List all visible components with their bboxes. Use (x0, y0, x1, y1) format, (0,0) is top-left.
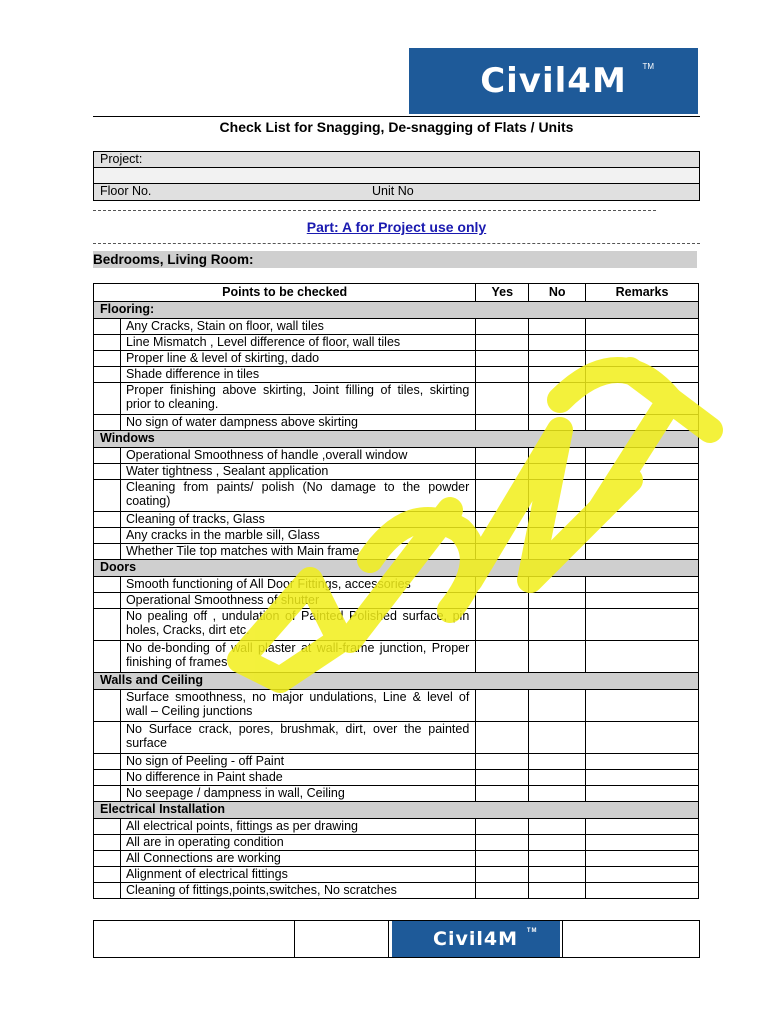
row-marker-cell[interactable] (94, 528, 121, 544)
checkpoint-text: Shade difference in tiles (120, 367, 475, 383)
floor-label: Floor No. (100, 184, 152, 198)
checklist-table (93, 283, 699, 899)
table-row (94, 528, 699, 544)
table-row (94, 883, 699, 899)
no-cell[interactable] (529, 512, 586, 528)
group-row (94, 802, 699, 819)
yes-cell[interactable] (476, 786, 529, 802)
checkpoint-text: Alignment of electrical fittings (120, 867, 475, 883)
row-marker-cell[interactable] (94, 544, 121, 560)
table-row (94, 512, 699, 528)
brand-logo (409, 48, 698, 114)
remarks-cell[interactable] (586, 319, 699, 335)
no-cell[interactable] (529, 835, 586, 851)
row-marker-cell[interactable] (94, 786, 121, 802)
remarks-cell[interactable] (586, 867, 699, 883)
row-marker-cell[interactable] (94, 593, 121, 609)
no-cell[interactable] (529, 722, 586, 754)
remarks-cell[interactable] (586, 464, 699, 480)
footer-bar (93, 920, 700, 958)
remarks-cell[interactable] (586, 383, 699, 415)
yes-cell[interactable] (476, 593, 529, 609)
yes-cell[interactable] (476, 754, 529, 770)
no-cell[interactable] (529, 415, 586, 431)
no-cell[interactable] (529, 754, 586, 770)
table-row (94, 593, 699, 609)
table-row (94, 319, 699, 335)
remarks-cell[interactable] (586, 577, 699, 593)
yes-cell[interactable] (476, 867, 529, 883)
footer-cell-4 (563, 921, 699, 957)
remarks-cell[interactable] (586, 609, 699, 641)
row-marker-cell[interactable] (94, 641, 121, 673)
row-marker-cell[interactable] (94, 367, 121, 383)
footer-brand-logo-tm: TM (526, 928, 538, 934)
unit-label: Unit No (372, 184, 414, 198)
header-points: Points to be checked (94, 284, 476, 302)
table-row (94, 835, 699, 851)
row-marker-cell[interactable] (94, 722, 121, 754)
table-row (94, 722, 699, 754)
checkpoint-text: Any Cracks, Stain on floor, wall tiles (120, 319, 475, 335)
table-row (94, 770, 699, 786)
checkpoint-text: Cleaning of fittings,points,switches, No scratches (120, 883, 475, 899)
yes-cell[interactable] (476, 351, 529, 367)
remarks-cell[interactable] (586, 367, 699, 383)
yes-cell[interactable] (476, 335, 529, 351)
checkpoint-text: All electrical points, fittings as per drawing (120, 819, 475, 835)
group-heading: Windows (94, 431, 699, 448)
table-header-row (94, 284, 699, 302)
remarks-cell[interactable] (586, 641, 699, 673)
no-cell[interactable] (529, 786, 586, 802)
row-marker-cell[interactable] (94, 819, 121, 835)
table-row (94, 544, 699, 560)
table-row (94, 577, 699, 593)
table-row (94, 819, 699, 835)
no-cell[interactable] (529, 593, 586, 609)
remarks-cell[interactable] (586, 770, 699, 786)
yes-cell[interactable] (476, 883, 529, 899)
brand-logo-text: Civil4M (480, 61, 627, 101)
remarks-cell[interactable] (586, 512, 699, 528)
yes-cell[interactable] (476, 577, 529, 593)
no-cell[interactable] (529, 883, 586, 899)
checkpoint-text: Smooth functioning of All Door Fittings, accessories (120, 577, 475, 593)
project-label: Project: (100, 152, 143, 166)
yes-cell[interactable] (476, 544, 529, 560)
yes-cell[interactable] (476, 367, 529, 383)
group-heading: Doors (94, 560, 699, 577)
checkpoint-text: No sign of water dampness above skirting (120, 415, 475, 431)
row-marker-cell[interactable] (94, 512, 121, 528)
yes-cell[interactable] (476, 319, 529, 335)
yes-cell[interactable] (476, 480, 529, 512)
row-marker-cell[interactable] (94, 335, 121, 351)
table-row (94, 754, 699, 770)
remarks-cell[interactable] (586, 835, 699, 851)
remarks-cell[interactable] (586, 448, 699, 464)
floor-unit-row[interactable] (94, 184, 699, 200)
header-no: No (529, 284, 586, 302)
dashed-separator-2 (93, 243, 700, 245)
table-row (94, 383, 699, 415)
checkpoint-text: Cleaning from paints/ polish (No damage to the powder coating) (120, 480, 475, 512)
row-marker-cell[interactable] (94, 415, 121, 431)
footer-brand-logo-text: Civil4M (433, 928, 518, 950)
checkpoint-text: Surface smoothness, no major undulations, Line & level of wall – Ceiling junctions (120, 690, 475, 722)
no-cell[interactable] (529, 383, 586, 415)
table-row (94, 609, 699, 641)
remarks-cell[interactable] (586, 480, 699, 512)
remarks-cell[interactable] (586, 528, 699, 544)
checkpoint-text: All Connections are working (120, 851, 475, 867)
remarks-cell[interactable] (586, 593, 699, 609)
table-row (94, 335, 699, 351)
row-marker-cell[interactable] (94, 754, 121, 770)
row-marker-cell[interactable] (94, 883, 121, 899)
table-row (94, 690, 699, 722)
yes-cell[interactable] (476, 770, 529, 786)
header-remarks: Remarks (586, 284, 699, 302)
group-heading: Walls and Ceiling (94, 673, 699, 690)
no-cell[interactable] (529, 851, 586, 867)
row-marker-cell[interactable] (94, 867, 121, 883)
remarks-cell[interactable] (586, 544, 699, 560)
yes-cell[interactable] (476, 722, 529, 754)
group-row (94, 673, 699, 690)
checkpoint-text: No pealing off , undulation of Painted Polished surface, pin holes, Cracks, dirt etc. (120, 609, 475, 641)
no-cell[interactable] (529, 641, 586, 673)
no-cell[interactable] (529, 770, 586, 786)
footer-cell-2 (295, 921, 389, 957)
checkpoint-text: All are in operating condition (120, 835, 475, 851)
row-marker-cell[interactable] (94, 851, 121, 867)
checkpoint-text: No de-bonding of wall plaster at wall-frame junction, Proper finishing of frames (120, 641, 475, 673)
checkpoint-text: No difference in Paint shade (120, 770, 475, 786)
group-heading: Flooring: (94, 302, 699, 319)
row-marker-cell[interactable] (94, 464, 121, 480)
no-cell[interactable] (529, 464, 586, 480)
row-marker-cell[interactable] (94, 351, 121, 367)
yes-cell[interactable] (476, 835, 529, 851)
title-rule (93, 116, 700, 117)
table-row (94, 464, 699, 480)
table-row (94, 851, 699, 867)
yes-cell[interactable] (476, 512, 529, 528)
table-row (94, 786, 699, 802)
table-row (94, 641, 699, 673)
checkpoint-text: Operational Smoothness of handle ,overall window (120, 448, 475, 464)
no-cell[interactable] (529, 819, 586, 835)
section-heading: Bedrooms, Living Room: (93, 251, 697, 268)
yes-cell[interactable] (476, 383, 529, 415)
part-a-heading[interactable]: Part: A for Project use only (306, 219, 487, 235)
checkpoint-text: Water tightness , Sealant application (120, 464, 475, 480)
no-cell[interactable] (529, 448, 586, 464)
dashed-separator-1 (93, 210, 656, 212)
table-row (94, 867, 699, 883)
table-row (94, 448, 699, 464)
header-yes: Yes (476, 284, 529, 302)
group-row (94, 560, 699, 577)
yes-cell[interactable] (476, 415, 529, 431)
no-cell[interactable] (529, 528, 586, 544)
table-row (94, 351, 699, 367)
remarks-cell[interactable] (586, 754, 699, 770)
row-marker-cell[interactable] (94, 770, 121, 786)
yes-cell[interactable] (476, 819, 529, 835)
checkpoint-text: Cleaning of tracks, Glass (120, 512, 475, 528)
remarks-cell[interactable] (586, 851, 699, 867)
checkpoint-text: Proper finishing above skirting, Joint filling of tiles, skirting prior to cleaning. (120, 383, 475, 415)
yes-cell[interactable] (476, 609, 529, 641)
yes-cell[interactable] (476, 690, 529, 722)
project-blank-row[interactable] (94, 168, 699, 184)
row-marker-cell[interactable] (94, 609, 121, 641)
row-marker-cell[interactable] (94, 319, 121, 335)
table-row (94, 367, 699, 383)
no-cell[interactable] (529, 367, 586, 383)
yes-cell[interactable] (476, 641, 529, 673)
project-row[interactable] (94, 152, 699, 168)
checkpoint-text: No seepage / dampness in wall, Ceiling (120, 786, 475, 802)
checkpoint-text: No sign of Peeling - off Paint (120, 754, 475, 770)
yes-cell[interactable] (476, 464, 529, 480)
footer-logo-cell (389, 921, 563, 957)
checkpoint-text: Operational Smoothness of shutter (120, 593, 475, 609)
checkpoint-text: Any cracks in the marble sill, Glass (120, 528, 475, 544)
group-heading: Electrical Installation (94, 802, 699, 819)
no-cell[interactable] (529, 690, 586, 722)
remarks-cell[interactable] (586, 351, 699, 367)
checkpoint-text: Proper line & level of skirting, dado (120, 351, 475, 367)
no-cell[interactable] (529, 480, 586, 512)
remarks-cell[interactable] (586, 415, 699, 431)
row-marker-cell[interactable] (94, 835, 121, 851)
no-cell[interactable] (529, 544, 586, 560)
no-cell[interactable] (529, 577, 586, 593)
no-cell[interactable] (529, 319, 586, 335)
project-info-box (93, 151, 700, 201)
remarks-cell[interactable] (586, 722, 699, 754)
page-title: Check List for Snagging, De-snagging of Flats / Units (219, 119, 574, 135)
no-cell[interactable] (529, 335, 586, 351)
group-row (94, 302, 699, 319)
footer-brand-logo (392, 921, 560, 957)
row-marker-cell[interactable] (94, 383, 121, 415)
row-marker-cell[interactable] (94, 577, 121, 593)
yes-cell[interactable] (476, 448, 529, 464)
group-row (94, 431, 699, 448)
yes-cell[interactable] (476, 851, 529, 867)
yes-cell[interactable] (476, 528, 529, 544)
footer-cell-1 (94, 921, 295, 957)
row-marker-cell[interactable] (94, 480, 121, 512)
row-marker-cell[interactable] (94, 448, 121, 464)
checkpoint-text: Line Mismatch , Level difference of floor, wall tiles (120, 335, 475, 351)
checkpoint-text: No Surface crack, pores, brushmak, dirt, over the painted surface (120, 722, 475, 754)
no-cell[interactable] (529, 351, 586, 367)
brand-logo-tm: TM (642, 62, 654, 71)
table-row (94, 415, 699, 431)
no-cell[interactable] (529, 867, 586, 883)
no-cell[interactable] (529, 609, 586, 641)
remarks-cell[interactable] (586, 883, 699, 899)
row-marker-cell[interactable] (94, 690, 121, 722)
remarks-cell[interactable] (586, 690, 699, 722)
remarks-cell[interactable] (586, 335, 699, 351)
table-row (94, 480, 699, 512)
remarks-cell[interactable] (586, 786, 699, 802)
remarks-cell[interactable] (586, 819, 699, 835)
checkpoint-text: Whether Tile top matches with Main frame (120, 544, 475, 560)
